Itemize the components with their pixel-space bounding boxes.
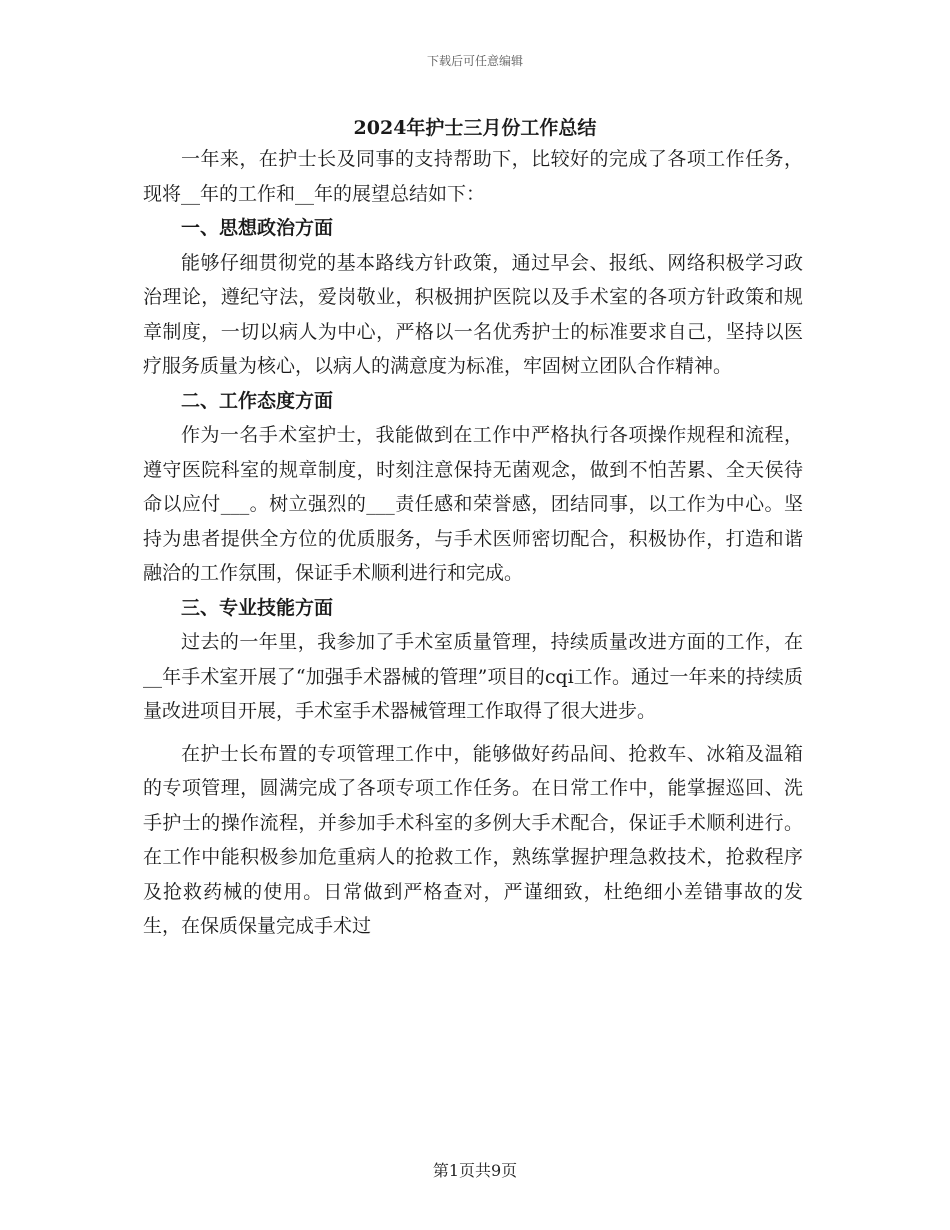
section-paragraph: 能够仔细贯彻党的基本路线方针政策，通过早会、报纸、网络积极学习政治理论，遵纪守法，爱岗敬业，积极拥护医院以及手术室的各项方针政策和规章制度，一切以病人为中心，严格以一名优秀护士的标准要求自己，坚持以医疗服务质量为核心，以病人的满意度为标准，牢固树立团队合作精神。 — [143, 251, 803, 377]
section-heading-attitude: 二、工作态度方面 — [181, 389, 334, 412]
intro-paragraph: 一年来，在护士长及同事的支持帮助下，比较好的完成了各项工作任务，现将__年的工作和__年的展望总结如下： — [143, 148, 803, 205]
page-number-footer: 第1页共9页 — [432, 1161, 518, 1180]
paragraph-spacer — [143, 729, 803, 737]
header-note: 下载后可任意编辑 — [426, 54, 523, 68]
section-heading-skills: 三、专业技能方面 — [181, 596, 334, 619]
section-heading-politics: 一、思想政治方面 — [181, 217, 334, 239]
document-body — [143, 142, 803, 944]
section-paragraph: 在护士长布置的专项管理工作中，能够做好药品间、抢救车、冰箱及温箱的专项管理，圆满完成了各项专项工作任务。在日常工作中，能掌握巡回、洗手护士的操作流程，并参加手术科室的多例大手术配合，保证手术顺利进行。在工作中能积极参加危重病人的抢救工作，熟练掌握护理急救技术，抢救程序及抢救药械的使用。日常做到严格查对，严谨细致，杜绝细小差错事故的发生，在保质保量完成手术过 — [143, 742, 803, 937]
document-title: 2024年护士三月份工作总结 — [353, 117, 597, 139]
section-paragraph: 作为一名手术室护士，我能做到在工作中严格执行各项操作规程和流程，遵守医院科室的规章制度，时刻注意保持无菌观念，做到不怕苦累、全天侯待命以应付___。树立强烈的___责任感和荣誉感，团结同事，以工作为中心。坚持为患者提供全方位的优质服务，与手术医师密切配合，积极协作，打造和谐融洽的工作氛围，保证手术顺利进行和完成。 — [143, 424, 803, 584]
section-paragraph: 过去的一年里，我参加了手术室质量管理，持续质量改进方面的工作，在__年手术室开展了“加强手术器械的管理”项目的cqi工作。通过一年来的持续质量改进项目开展，手术室手术器械管理工作取得了很大进步。 — [143, 631, 803, 722]
